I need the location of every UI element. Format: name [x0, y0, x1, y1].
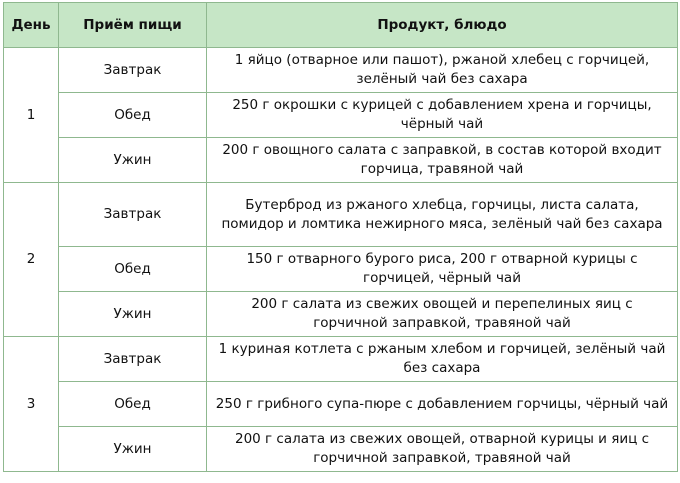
day-number: 1 — [4, 48, 59, 183]
meal-name: Завтрак — [59, 337, 207, 382]
meal-name: Ужин — [59, 427, 207, 472]
product-description: 200 г овощного салата с заправкой, в состав которой входит горчица, травяной чай — [207, 138, 678, 183]
meal-name: Ужин — [59, 138, 207, 183]
table-row — [4, 48, 678, 93]
day-number: 3 — [4, 337, 59, 472]
header-row — [4, 3, 678, 48]
product-description: 200 г салата из свежих овощей и перепелиных яиц с горчичной заправкой, травяной чай — [207, 292, 678, 337]
meal-name: Завтрак — [59, 183, 207, 247]
product-description: 150 г отварного бурого риса, 200 г отварной курицы с горчицей, чёрный чай — [207, 247, 678, 292]
product-description: 200 г салата из свежих овощей, отварной курицы и яиц с горчичной заправкой, травяной чай — [207, 427, 678, 472]
table-row — [4, 183, 678, 247]
header-meal: Приём пищи — [59, 3, 207, 48]
header-product: Продукт, блюдо — [207, 3, 678, 48]
table-row — [4, 93, 678, 138]
table-row — [4, 138, 678, 183]
meal-name: Обед — [59, 93, 207, 138]
table-row — [4, 247, 678, 292]
meal-name: Ужин — [59, 292, 207, 337]
meal-name: Завтрак — [59, 48, 207, 93]
header-day: День — [4, 3, 59, 48]
meal-name: Обед — [59, 382, 207, 427]
table-row — [4, 427, 678, 472]
product-description: 1 яйцо (отварное или пашот), ржаной хлебец с горчицей, зелёный чай без сахара — [207, 48, 678, 93]
product-description: 250 г окрошки с курицей с добавлением хрена и горчицы, чёрный чай — [207, 93, 678, 138]
product-description: 1 куриная котлета с ржаным хлебом и горчицей, зелёный чай без сахара — [207, 337, 678, 382]
diet-menu-table — [3, 2, 678, 472]
product-description: 250 г грибного супа-пюре с добавлением горчицы, чёрный чай — [207, 382, 678, 427]
table-row — [4, 292, 678, 337]
meal-name: Обед — [59, 247, 207, 292]
table-row — [4, 337, 678, 382]
table-row — [4, 382, 678, 427]
day-number: 2 — [4, 183, 59, 337]
product-description: Бутерброд из ржаного хлебца, горчицы, листа салата, помидор и ломтика нежирного мяса, зелёный чай без сахара — [207, 183, 678, 247]
